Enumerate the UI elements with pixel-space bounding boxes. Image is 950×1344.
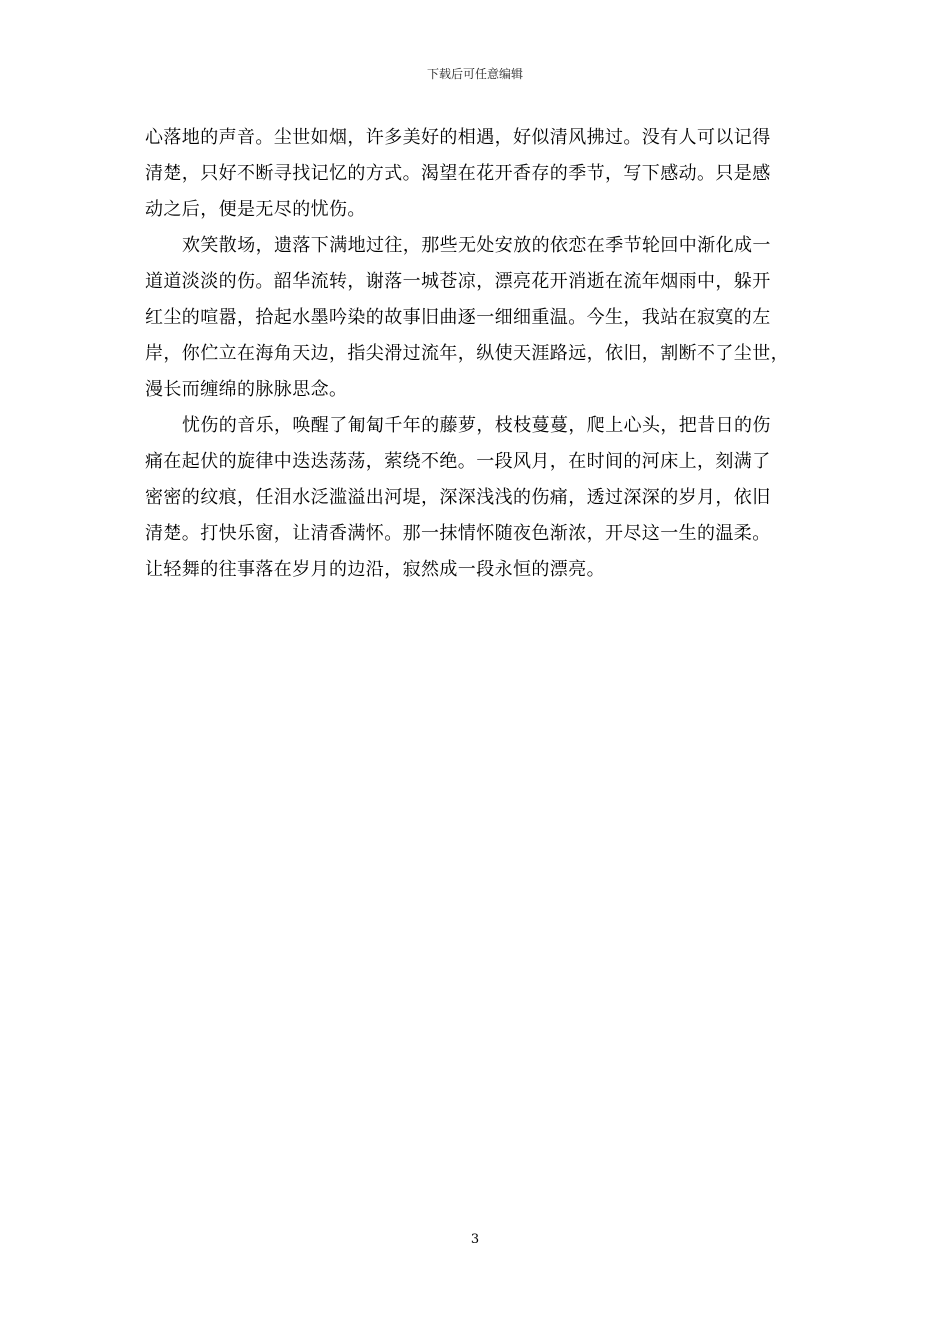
page-header: 下载后可任意编辑	[426, 67, 523, 81]
text-line: 让轻舞的往事落在岁月的边沿，寂然成一段永恒的漂亮。	[145, 559, 605, 580]
document-body	[145, 120, 817, 588]
text-line: 忧伤的音乐，唤醒了匍匐千年的藤萝，枝枝蔓蔓，爬上心头，把昔日的伤	[182, 415, 771, 436]
text-line: 清楚，只好不断寻找记忆的方式。渴望在花开香存的季节，写下感动。只是感	[145, 163, 771, 184]
paragraph-1	[145, 120, 817, 228]
page-number: 3	[470, 1232, 480, 1247]
text-line: 岸，你伫立在海角天边，指尖滑过流年，纵使天涯路远，依旧，割断不了尘世，	[145, 343, 789, 364]
text-line: 痛在起伏的旋律中迭迭荡荡，萦绕不绝。一段风月，在时间的河床上，刻满了	[145, 451, 771, 472]
text-line: 清楚。打快乐窗，让清香满怀。那一抹情怀随夜色渐浓，开尽这一生的温柔。	[145, 523, 771, 544]
text-line: 漫长而缠绵的脉脉思念。	[145, 379, 348, 400]
text-line: 动之后，便是无尽的忧伤。	[145, 199, 366, 220]
text-line: 心落地的声音。尘世如烟，许多美好的相遇，好似清风拂过。没有人可以记得	[145, 127, 771, 148]
paragraph-2	[145, 228, 817, 408]
text-line: 密密的纹痕，任泪水泛滥溢出河堤，深深浅浅的伤痛，透过深深的岁月，依旧	[145, 487, 771, 508]
text-line: 道道淡淡的伤。韶华流转，谢落一城苍凉，漂亮花开消逝在流年烟雨中，躲开	[145, 271, 771, 292]
text-line: 欢笑散场，遗落下满地过往，那些无处安放的依恋在季节轮回中渐化成一	[182, 235, 771, 256]
text-line: 红尘的喧嚣，拾起水墨吟染的故事旧曲逐一细细重温。今生，我站在寂寞的左	[145, 307, 771, 328]
paragraph-3	[145, 408, 817, 588]
